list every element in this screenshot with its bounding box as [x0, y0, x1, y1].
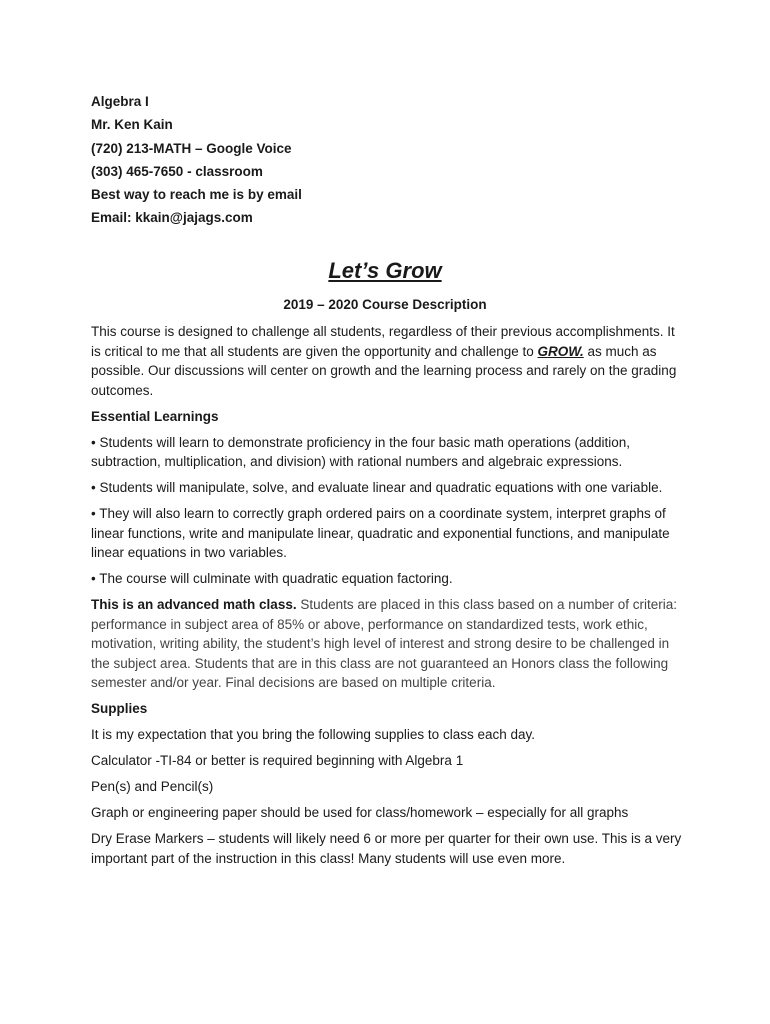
- contact-preference: Best way to reach me is by email: [91, 187, 302, 203]
- intro-text-2: as much as possible. Our discussions will center on growth and the learning process and rarely on the grading outcomes.: [91, 343, 677, 398]
- document-subtitle: 2019 – 2020 Course Description: [283, 297, 487, 312]
- supplies-item: Calculator -TI-84 or better is required beginning with Algebra 1: [91, 753, 464, 768]
- document-title: Let’s Grow: [328, 258, 442, 283]
- advanced-class-criteria: Students are placed in this class based on a number of criteria: performance in subject area of 85% or above, performance on standardized tests, work ethic, motivation, writing ability, the student’s high level of interest and strong desire to be challenged in the subject area. Students that are in this class are not guaranteed an Honors class the following semester and/or year. Final decisions are based on multiple criteria.: [91, 597, 678, 690]
- supplies-item: It is my expectation that you bring the following supplies to class each day.: [91, 727, 535, 742]
- phone-google-voice: (720) 213-MATH – Google Voice: [91, 140, 292, 156]
- supplies-item: Pen(s) and Pencil(s): [91, 779, 214, 794]
- course-description-body: [91, 322, 687, 875]
- teacher-name: Mr. Ken Kain: [91, 117, 173, 133]
- supplies-item: Graph or engineering paper should be used for class/homework – especially for all graphs: [91, 805, 629, 820]
- essential-learning-item: • Students will learn to demonstrate proficiency in the four basic math operations (addition, subtraction, multiplication, and division) with rational numbers and algebraic expressions.: [91, 434, 631, 469]
- course-name: Algebra I: [91, 94, 149, 109]
- supplies-item: Dry Erase Markers – students will likely need 6 or more per quarter for their own use. This is a very important part of the instruction in this class! Many students will use even more.: [91, 831, 682, 866]
- essential-learnings-heading: Essential Learnings: [91, 408, 219, 424]
- essential-learning-item: • Students will manipulate, solve, and evaluate linear and quadratic equations with one variable.: [91, 480, 663, 495]
- email-address: Email: kkain@jajags.com: [91, 210, 253, 226]
- intro-text-1: This course is designed to challenge all students, regardless of their previous accomplishments. It is critical to me that all students are given the opportunity and challenge to: [91, 324, 675, 359]
- phone-classroom: (303) 465-7650 - classroom: [91, 163, 263, 179]
- advanced-class-paragraph: [91, 595, 687, 693]
- supplies-heading: Supplies: [91, 701, 148, 716]
- intro-paragraph: [91, 322, 687, 400]
- advanced-class-lead: This is an advanced math class.: [91, 597, 297, 612]
- essential-learning-item: • The course will culminate with quadratic equation factoring.: [91, 571, 453, 586]
- essential-learning-item: • They will also learn to correctly graph ordered pairs on a coordinate system, interpret graphs of linear functions, write and manipulate linear, quadratic and exponential functions, and manipulate linear equations in two variables.: [91, 506, 670, 560]
- grow-emphasis: GROW.: [537, 343, 584, 359]
- contact-header: [91, 92, 302, 232]
